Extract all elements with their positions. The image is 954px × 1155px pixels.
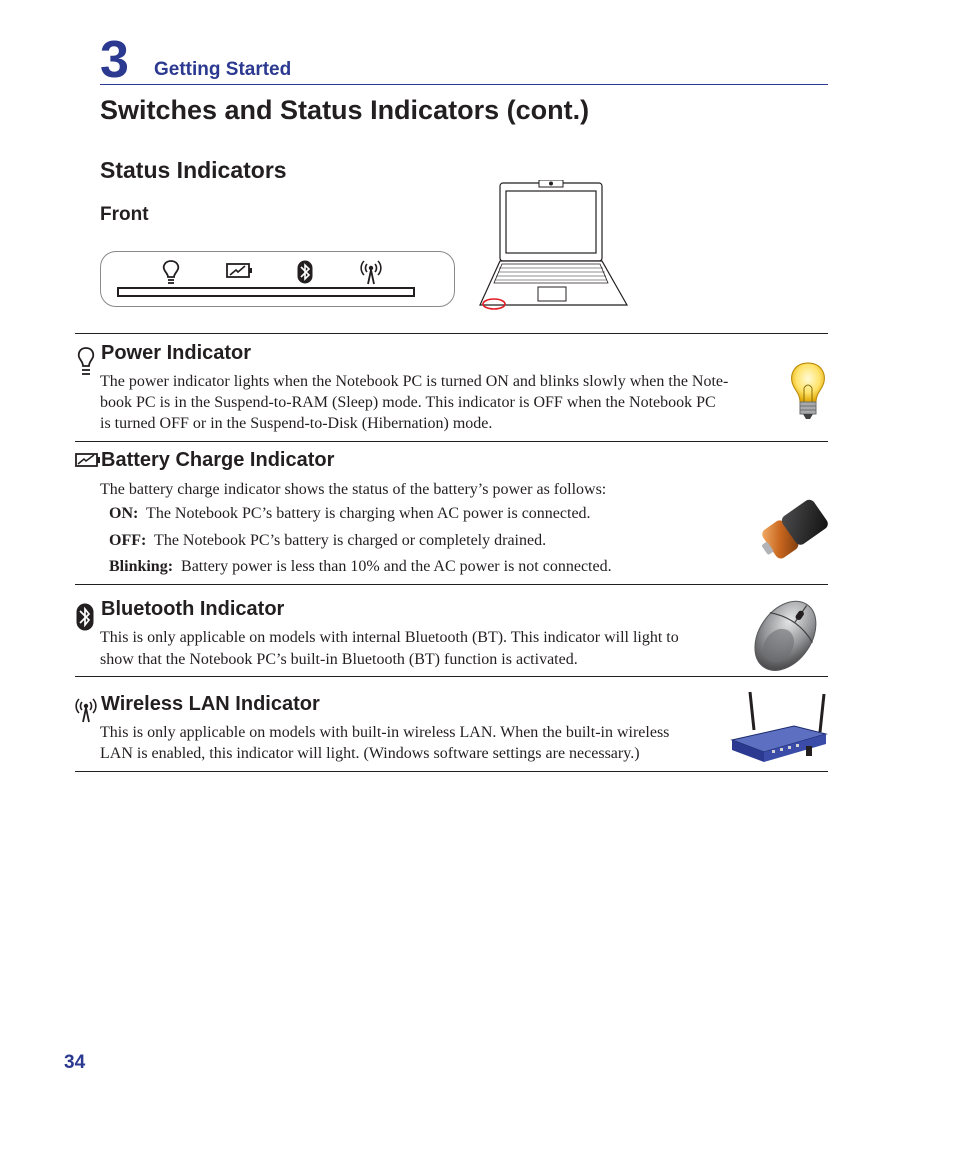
- battery-state-off: OFF: The Notebook PC’s battery is charged or completely drained.: [109, 532, 547, 549]
- light-bulb-image: [786, 360, 830, 427]
- indicator-strip: [117, 287, 415, 297]
- power-indicator-text: The power indicator lights when the Notebook PC is turned ON and blinks slowly when the Note- book PC is in the Suspend-to-RAM (Sleep) mode. This indicator is OFF when the Notebook PC is turned OFF or in the Suspend-to-Disk (Hibernation) mode.: [100, 373, 729, 432]
- section-title: Status Indicators: [100, 157, 287, 183]
- sub-title: Front: [100, 204, 149, 225]
- power-indicator-title: Power Indicator: [101, 342, 252, 364]
- battery-icon: [226, 262, 254, 285]
- battery-icon: [75, 452, 101, 473]
- bluetooth-mouse-image: [742, 596, 830, 679]
- page-title: Switches and Status Indicators (cont.): [100, 95, 590, 125]
- divider: [75, 441, 828, 442]
- divider: [75, 333, 828, 334]
- lightbulb-icon: [161, 259, 181, 290]
- indicator-panel: [100, 251, 455, 307]
- wlan-indicator-text: This is only applicable on models with built-in wireless LAN. When the built-in wireless LAN is enabled, this indicator will light. (Windows software settings are necessary.): [100, 724, 670, 762]
- battery-state-blinking: Blinking: Battery power is less than 10% and the AC power is not connected.: [109, 558, 612, 575]
- divider: [75, 584, 828, 585]
- divider: [75, 771, 828, 772]
- wireless-icon: [74, 697, 98, 728]
- lightbulb-icon: [76, 346, 96, 381]
- battery-state-on: ON: The Notebook PC’s battery is charging when AC power is connected.: [109, 505, 591, 522]
- wlan-indicator-title: Wireless LAN Indicator: [101, 693, 320, 715]
- laptop-illustration: [478, 180, 630, 317]
- page-number: 34: [64, 1052, 86, 1073]
- bluetooth-indicator-text: This is only applicable on models with internal Bluetooth (BT). This indicator will light to show that the Notebook PC’s built-in Bluetooth (BT) function is activated.: [100, 629, 679, 668]
- battery-image: [754, 494, 830, 571]
- wireless-icon: [359, 259, 383, 290]
- bluetooth-indicator-title: Bluetooth Indicator: [101, 598, 285, 620]
- bluetooth-icon: [76, 603, 94, 636]
- chapter-number: 3: [100, 31, 129, 89]
- battery-indicator-intro: The battery charge indicator shows the status of the battery’s power as follows:: [100, 481, 607, 498]
- bluetooth-icon: [297, 260, 313, 289]
- wireless-router-image: [728, 690, 828, 775]
- divider: [75, 676, 828, 677]
- header-divider: [100, 84, 828, 85]
- chapter-title: Getting Started: [154, 59, 292, 80]
- battery-indicator-title: Battery Charge Indicator: [101, 449, 335, 471]
